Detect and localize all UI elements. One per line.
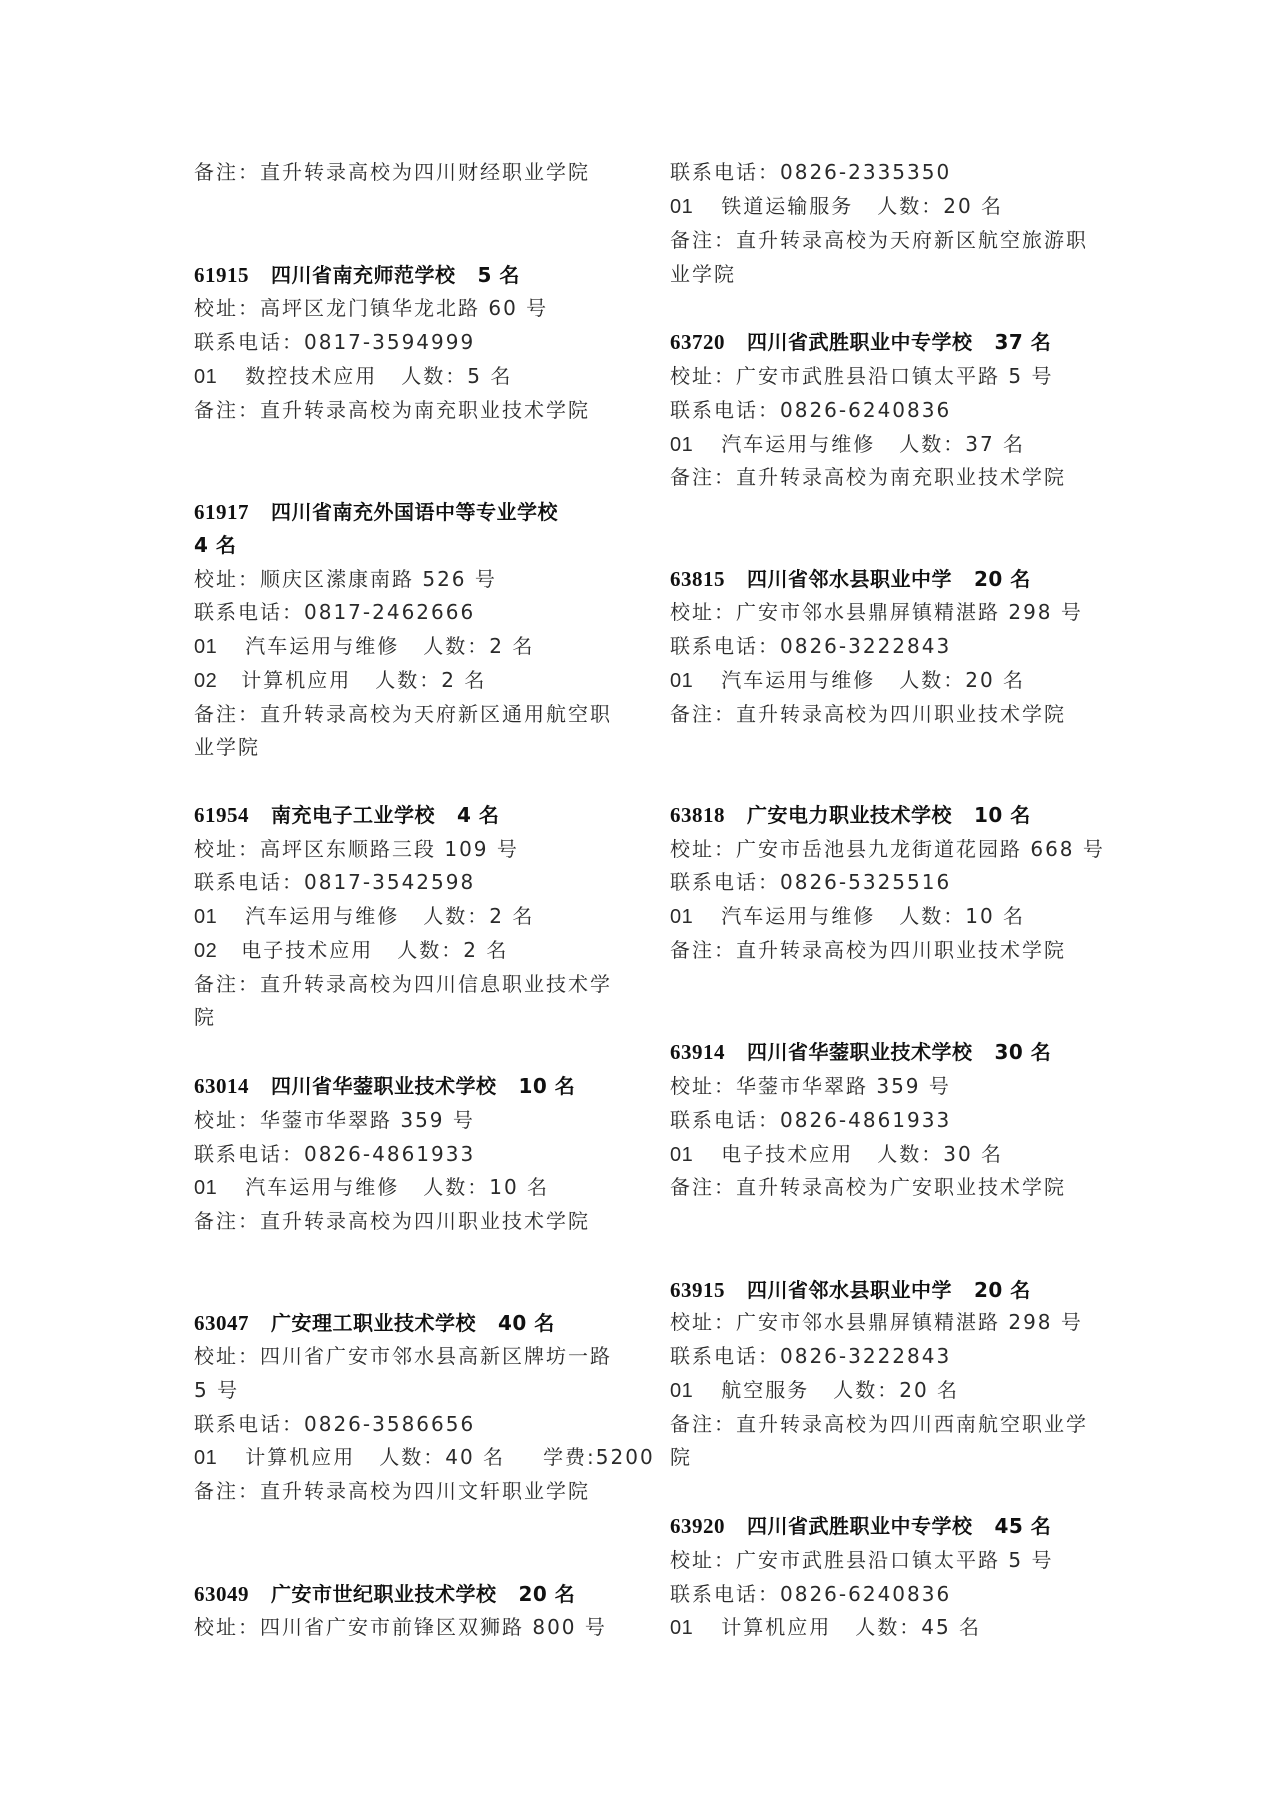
school-note-continued: 院 [194,1005,216,1029]
major-row [670,899,1025,933]
major-count: 人数：40 名 [379,1445,506,1469]
major-count: 人数：10 名 [423,1175,550,1199]
major-fee: 学费:5200 [543,1445,655,1469]
major-count: 人数：45 名 [855,1615,982,1639]
school-code: 63014 [194,1074,249,1098]
school-code: 63047 [194,1311,249,1335]
school-address: 校址：广安市邻水县鼎屏镇精湛路 298 号 [670,600,1083,624]
major-name: 数控技术应用 [245,364,378,388]
major-row [194,359,512,393]
major-name: 电子技术应用 [241,938,374,962]
major-number: 01 [670,1617,694,1639]
school-name: 四川省华蓥职业技术学校 [271,1074,497,1098]
entry-title [670,1273,1031,1307]
school-address: 校址：四川省广安市前锋区双狮路 800 号 [194,1615,607,1639]
major-name: 铁道运输服务 [721,194,854,218]
major-number: 01 [670,670,694,692]
school-note: 备注：直升转录高校为四川职业技术学院 [670,938,1066,962]
school-name: 广安市世纪职业技术学校 [271,1582,497,1606]
school-quota: 37 名 [994,330,1052,354]
major-name: 汽车运用与维修 [245,634,400,658]
major-name: 汽车运用与维修 [721,432,876,456]
major-number: 01 [194,1447,218,1469]
major-name: 航空服务 [721,1378,810,1402]
school-address: 校址：广安市武胜县沿口镇太平路 5 号 [670,364,1054,388]
school-quota: 40 名 [498,1311,555,1335]
school-note-continued: 业学院 [194,735,260,759]
school-name: 南充电子工业学校 [271,803,435,827]
school-note: 备注：直升转录高校为四川西南航空职业学 [670,1412,1088,1436]
school-code: 61954 [194,803,249,827]
school-code: 63720 [670,330,725,354]
entry-title [670,1035,1051,1069]
major-row [194,663,486,697]
school-phone: 联系电话：0826-6240836 [670,398,952,422]
school-name: 四川省南充师范学校 [271,263,456,287]
major-row [670,1610,981,1644]
school-note: 备注：直升转录高校为天府新区通用航空职 [194,702,612,726]
school-code: 63915 [670,1278,725,1302]
entry-title [194,495,558,529]
school-name: 四川省邻水县职业中学 [747,567,952,591]
major-number: 01 [194,1177,218,1199]
major-row [194,1170,549,1204]
school-phone: 联系电话：0817-3542598 [194,870,476,894]
major-count: 人数：5 名 [401,364,513,388]
carryover-phone: 联系电话：0826-2335350 [670,160,952,184]
school-code: 63914 [670,1040,725,1064]
major-number: 01 [670,196,694,218]
school-phone: 联系电话：0826-4861933 [670,1108,952,1132]
school-note: 备注：直升转录高校为四川文轩职业学院 [194,1479,590,1503]
major-count: 人数：20 名 [899,668,1026,692]
school-quota: 30 名 [994,1040,1052,1064]
school-quota: 10 名 [974,803,1031,827]
school-code: 63049 [194,1582,249,1606]
school-code: 61915 [194,263,249,287]
major-row [670,189,1003,223]
entry-title [670,562,1031,596]
school-note: 备注：直升转录高校为四川职业技术学院 [194,1209,590,1233]
school-quota: 4 名 [194,533,237,557]
major-count: 人数：2 名 [397,938,509,962]
school-quota: 5 名 [477,263,520,287]
school-phone: 联系电话：0826-3222843 [670,634,952,658]
school-quota: 4 名 [457,803,500,827]
major-name: 汽车运用与维修 [721,904,876,928]
major-name: 电子技术应用 [721,1142,854,1166]
school-address: 校址：广安市邻水县鼎屏镇精湛路 298 号 [670,1310,1083,1334]
school-address-continued: 5 号 [194,1378,240,1402]
major-number: 01 [194,636,218,658]
entry-title [194,1306,555,1340]
school-name: 四川省武胜职业中专学校 [747,330,973,354]
school-address: 校址：华蓥市华翠路 359 号 [194,1108,475,1132]
school-code: 63920 [670,1514,725,1538]
major-row [670,427,1025,461]
school-phone: 联系电话：0826-4861933 [194,1142,476,1166]
entry-title [194,798,499,832]
major-number: 02 [194,670,218,692]
major-number: 01 [670,434,694,456]
major-count: 人数：20 名 [833,1378,960,1402]
school-phone: 联系电话：0826-3222843 [670,1344,952,1368]
school-note: 备注：直升转录高校为南充职业技术学院 [194,398,590,422]
major-count: 人数：2 名 [375,668,487,692]
school-address: 校址：四川省广安市邻水县高新区牌坊一路 [194,1344,612,1368]
major-count: 人数：10 名 [899,904,1026,928]
school-code: 63818 [670,803,725,827]
school-phone: 联系电话：0817-2462666 [194,600,476,624]
school-note: 备注：直升转录高校为四川信息职业技术学 [194,972,612,996]
school-name: 四川省邻水县职业中学 [747,1278,952,1302]
major-row [194,933,508,967]
major-number: 01 [670,1380,694,1402]
major-number: 02 [194,940,218,962]
major-row [670,663,1025,697]
major-row [194,1440,655,1474]
major-count: 人数：20 名 [877,194,1004,218]
school-note: 备注：直升转录高校为南充职业技术学院 [670,465,1066,489]
entry-title [194,258,520,292]
school-name: 四川省华蓥职业技术学校 [747,1040,973,1064]
major-name: 计算机应用 [721,1615,832,1639]
school-phone: 联系电话：0826-5325516 [670,870,952,894]
major-row [194,629,534,663]
school-quota: 20 名 [518,1582,576,1606]
school-code: 61917 [194,500,249,524]
major-name: 汽车运用与维修 [721,668,876,692]
major-number: 01 [670,906,694,928]
major-name: 计算机应用 [245,1445,356,1469]
school-note-continued: 院 [670,1445,692,1469]
school-address: 校址：华蓥市华翠路 359 号 [670,1074,951,1098]
major-name: 汽车运用与维修 [245,904,400,928]
school-code: 63815 [670,567,725,591]
school-address: 校址：广安市岳池县九龙街道花园路 668 号 [670,837,1105,861]
major-count: 人数：37 名 [899,432,1026,456]
major-row [670,1137,1003,1171]
major-number: 01 [194,906,218,928]
school-name: 四川省南充外国语中等专业学校 [271,500,558,524]
school-quota: 10 名 [518,1074,576,1098]
carryover-note: 备注：直升转录高校为四川财经职业学院 [194,160,590,184]
school-name: 广安理工职业技术学校 [271,1311,476,1335]
entry-title [194,1069,575,1103]
school-name: 广安电力职业技术学校 [747,803,952,827]
school-address: 校址：广安市武胜县沿口镇太平路 5 号 [670,1548,1054,1572]
school-quota: 45 名 [994,1514,1052,1538]
entry-title [194,1577,575,1611]
major-row [670,1373,959,1407]
major-number: 01 [670,1144,694,1166]
major-name: 计算机应用 [241,668,352,692]
school-note: 备注：直升转录高校为四川职业技术学院 [670,702,1066,726]
school-phone: 联系电话：0826-3586656 [194,1412,476,1436]
major-count: 人数：2 名 [423,904,535,928]
carryover-note-continued: 业学院 [670,262,736,286]
major-count: 人数：30 名 [877,1142,1004,1166]
school-address: 校址：顺庆区潆康南路 526 号 [194,567,497,591]
entry-title [670,325,1051,359]
school-quota: 20 名 [974,567,1031,591]
school-address: 校址：高坪区东顺路三段 109 号 [194,837,519,861]
school-note: 备注：直升转录高校为广安职业技术学院 [670,1175,1066,1199]
school-quota: 20 名 [974,1278,1031,1302]
school-phone: 联系电话：0826-6240836 [670,1582,952,1606]
entry-title [670,1509,1051,1543]
carryover-note: 备注：直升转录高校为天府新区航空旅游职 [670,228,1088,252]
major-number: 01 [194,366,218,388]
school-phone: 联系电话：0817-3594999 [194,330,476,354]
major-count: 人数：2 名 [423,634,535,658]
major-name: 汽车运用与维修 [245,1175,400,1199]
school-name: 四川省武胜职业中专学校 [747,1514,973,1538]
school-address: 校址：高坪区龙门镇华龙北路 60 号 [194,296,549,320]
major-row [194,899,534,933]
entry-title [670,798,1031,832]
